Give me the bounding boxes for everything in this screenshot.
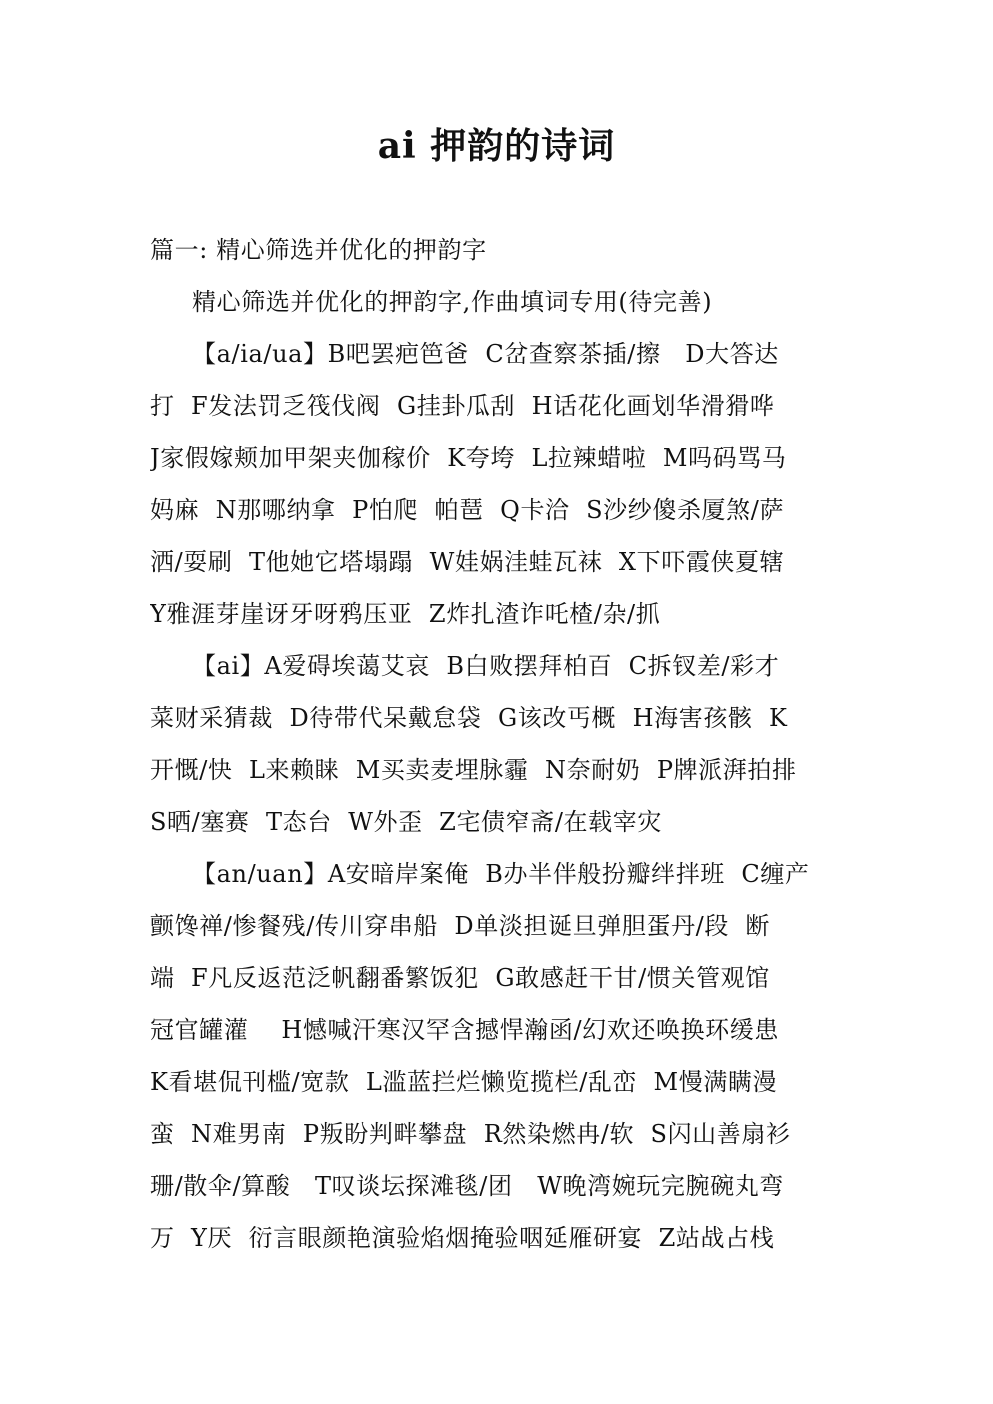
text-line: 打 F发法罚乏筏伐阀 G挂卦瓜刮 H话花化画划华滑猾哗 xyxy=(150,392,775,420)
page-title: ai 押韵的诗词 xyxy=(377,125,616,167)
text-line: 冠官罐灌 H憾喊汗寒汉罕含撼悍瀚函/幻欢还唤换环缓患 xyxy=(150,1016,779,1044)
text-line: 洒/耍刷 T他她它塔塌蹋 W娃娲洼蛙瓦袜 X下吓霞侠夏辖 xyxy=(150,548,785,576)
text-line: Y雅涯芽崖讶牙呀鸦压亚 Z炸扎渣诈吒楂/杂/抓 xyxy=(150,600,661,628)
text-line: 颤馋禅/惨餐残/传川穿串船 D单淡担诞旦弹胆蛋丹/段 断 xyxy=(150,912,771,940)
text-line: J家假嫁颊加甲架夹伽稼价 K夸垮 L拉辣蜡啦 M吗码骂马 xyxy=(150,444,787,472)
text-line: 端 F凡反返范泛帆翻番繁饭犯 G敢感赶干甘/惯关管观馆 xyxy=(150,964,770,992)
text-line: 精心筛选并优化的押韵字,作曲填词专用(待完善) xyxy=(192,288,713,316)
text-line: S晒/塞赛 T态台 W外歪 Z宅债窄斋/在载宰灾 xyxy=(150,808,662,836)
text-line: 妈麻 N那哪纳拿 P怕爬 帕琶 Q卡洽 S沙纱傻杀厦煞/萨 xyxy=(150,496,785,524)
text-line: 菜财采猜裁 D待带代呆戴怠袋 G该改丐概 H海害孩骸 K xyxy=(150,704,788,732)
text-line: 蛮 N难男南 P叛盼判畔攀盘 R然染燃冉/软 S闪山善扇衫 xyxy=(150,1120,791,1148)
text-line: 【an/uan】A安暗岸案俺 B办半伴般扮瓣绊拌班 C缠产 xyxy=(192,860,810,888)
section-heading: 篇一: 精心筛选并优化的押韵字 xyxy=(150,236,487,264)
text-line: 【ai】A爱碍埃蔼艾哀 B白败摆拜柏百 C拆钗差/彩才 xyxy=(192,652,780,680)
text-line: 万 Y厌 衍言眼颜艳演验焰烟掩验咽延雁研宴 Z站战占栈 xyxy=(150,1224,775,1252)
text-line: 珊/散伞/算酸 T叹谈坛探滩毯/团 W晚湾婉玩完腕碗丸弯 xyxy=(150,1172,784,1200)
text-line: K看堪侃刊槛/宽款 L滥蓝拦烂懒览揽栏/乱峦 M慢满瞒漫 xyxy=(150,1068,778,1096)
text-line: 开慨/快 L来赖睐 M买卖麦埋脉霾 N奈耐奶 P牌派湃拍排 xyxy=(150,756,797,784)
text-line: 【a/ia/ua】B吧罢疤笆爸 C岔查察茶插/擦 D大答达 xyxy=(192,340,779,368)
